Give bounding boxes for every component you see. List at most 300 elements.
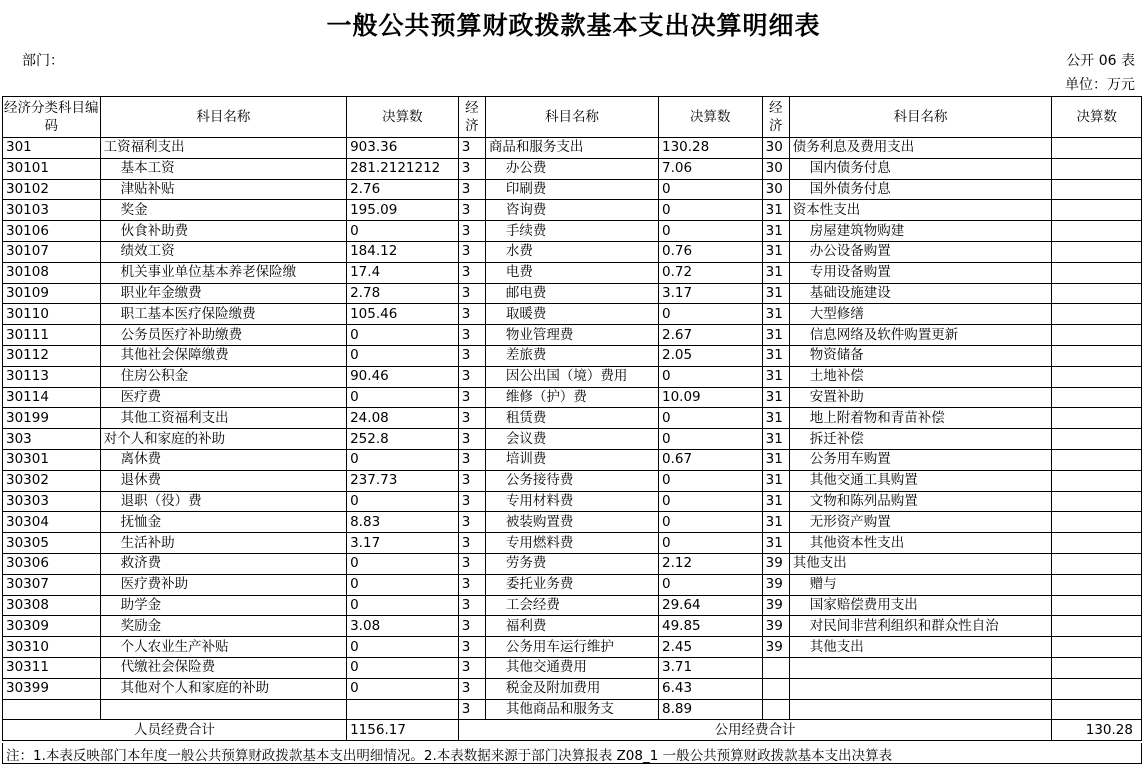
- personnel-code-cell: 30310: [3, 637, 101, 658]
- goods-amount-cell: 6.43: [658, 678, 762, 699]
- table-row: [3, 200, 1142, 221]
- expenditure-table: [2, 96, 1142, 741]
- other-name-cell: 国内债务付息: [789, 158, 1052, 179]
- personnel-code-cell: 303: [3, 429, 101, 450]
- goods-amount-cell: 49.85: [658, 616, 762, 637]
- personnel-amount-cell: 184.12: [347, 241, 459, 262]
- goods-name-cell: 福利费: [485, 616, 658, 637]
- table-row: [3, 574, 1142, 595]
- other-name-cell: 其他支出: [789, 553, 1052, 574]
- personnel-code-cell: 30306: [3, 553, 101, 574]
- table-row: [3, 512, 1142, 533]
- goods-name-cell: 公务接待费: [485, 470, 658, 491]
- table-row: [3, 429, 1142, 450]
- goods-code-cell: 3: [458, 699, 485, 720]
- table-row: [3, 678, 1142, 699]
- other-code-cell: [762, 678, 789, 699]
- personnel-name-cell: 离休费: [100, 449, 347, 470]
- goods-name-cell: 培训费: [485, 449, 658, 470]
- personnel-amount-cell: 0: [347, 345, 459, 366]
- goods-name-cell: 租赁费: [485, 408, 658, 429]
- other-amount-cell: [1052, 138, 1142, 159]
- personnel-amount-cell: 0: [347, 491, 459, 512]
- table-row: [3, 491, 1142, 512]
- goods-name-cell: 其他商品和服务支: [485, 699, 658, 720]
- personnel-name-cell: 医疗费: [100, 387, 347, 408]
- header-amount: 决算数: [1052, 97, 1142, 138]
- other-name-cell: 专用设备购置: [789, 262, 1052, 283]
- personnel-amount-cell: 105.46: [347, 304, 459, 325]
- other-code-cell: 39: [762, 574, 789, 595]
- personnel-code-cell: 30110: [3, 304, 101, 325]
- other-code-cell: 30: [762, 179, 789, 200]
- goods-name-cell: 邮电费: [485, 283, 658, 304]
- page-title: 一般公共预算财政拨款基本支出决算明细表: [326, 11, 821, 40]
- table-row: [3, 657, 1142, 678]
- personnel-name-cell: 其他对个人和家庭的补助: [100, 678, 347, 699]
- other-code-cell: 31: [762, 429, 789, 450]
- footnote: 注：1.本表反映部门本年度一般公共预算财政拨款基本支出明细情况。2.本表数据来源于部门决算报表 Z08_1 一般公共预算财政拨款基本支出决算表: [2, 743, 1142, 764]
- other-code-cell: 31: [762, 262, 789, 283]
- goods-code-cell: 3: [458, 470, 485, 491]
- header-name: 科目名称: [485, 97, 658, 138]
- personnel-name-cell: 机关事业单位基本养老保险缴: [100, 262, 347, 283]
- table-row: [3, 138, 1142, 159]
- other-amount-cell: [1052, 283, 1142, 304]
- other-name-cell: 房屋建筑物购建: [789, 221, 1052, 242]
- personnel-amount-cell: 2.78: [347, 283, 459, 304]
- goods-amount-cell: 29.64: [658, 595, 762, 616]
- other-code-cell: 39: [762, 637, 789, 658]
- header-amount: 决算数: [347, 97, 459, 138]
- table-row: [3, 616, 1142, 637]
- other-amount-cell: [1052, 678, 1142, 699]
- other-name-cell: 对民间非营利组织和群众性自治: [789, 616, 1052, 637]
- other-name-cell: 其他交通工具购置: [789, 470, 1052, 491]
- goods-name-cell: 物业管理费: [485, 325, 658, 346]
- goods-name-cell: 专用燃料费: [485, 533, 658, 554]
- other-amount-cell: [1052, 699, 1142, 720]
- table-row: [3, 179, 1142, 200]
- personnel-name-cell: 奖励金: [100, 616, 347, 637]
- personnel-code-cell: 30107: [3, 241, 101, 262]
- goods-code-cell: 3: [458, 512, 485, 533]
- goods-code-cell: 3: [458, 138, 485, 159]
- other-code-cell: 31: [762, 221, 789, 242]
- goods-amount-cell: 130.28: [658, 138, 762, 159]
- goods-amount-cell: 0.76: [658, 241, 762, 262]
- goods-amount-cell: 0: [658, 408, 762, 429]
- goods-amount-cell: 2.05: [658, 345, 762, 366]
- table-row: [3, 699, 1142, 720]
- personnel-code-cell: 30399: [3, 678, 101, 699]
- goods-amount-cell: 0.72: [658, 262, 762, 283]
- personnel-code-cell: 30102: [3, 179, 101, 200]
- personnel-amount-cell: 0: [347, 449, 459, 470]
- personnel-amount-cell: 0: [347, 637, 459, 658]
- goods-code-cell: 3: [458, 179, 485, 200]
- other-amount-cell: [1052, 345, 1142, 366]
- personnel-name-cell: 助学金: [100, 595, 347, 616]
- other-amount-cell: [1052, 221, 1142, 242]
- goods-code-cell: 3: [458, 533, 485, 554]
- header-name: 科目名称: [100, 97, 347, 138]
- personnel-code-cell: 30199: [3, 408, 101, 429]
- other-code-cell: [762, 699, 789, 720]
- personnel-name-cell: 住房公积金: [100, 366, 347, 387]
- goods-code-cell: 3: [458, 366, 485, 387]
- goods-code-cell: 3: [458, 325, 485, 346]
- other-code-cell: 31: [762, 533, 789, 554]
- personnel-code-cell: 30305: [3, 533, 101, 554]
- other-code-cell: 30: [762, 158, 789, 179]
- personnel-amount-cell: 237.73: [347, 470, 459, 491]
- goods-amount-cell: 2.12: [658, 553, 762, 574]
- other-name-cell: 国外债务付息: [789, 179, 1052, 200]
- goods-name-cell: 被装购置费: [485, 512, 658, 533]
- other-name-cell: 其他支出: [789, 637, 1052, 658]
- personnel-code-cell: 30114: [3, 387, 101, 408]
- personnel-code-cell: 30301: [3, 449, 101, 470]
- goods-amount-cell: 0: [658, 574, 762, 595]
- table-row: [3, 387, 1142, 408]
- goods-name-cell: 咨询费: [485, 200, 658, 221]
- goods-name-cell: 手续费: [485, 221, 658, 242]
- table-row: [3, 283, 1142, 304]
- other-amount-cell: [1052, 574, 1142, 595]
- table-row: [3, 637, 1142, 658]
- goods-name-cell: 委托业务费: [485, 574, 658, 595]
- goods-amount-cell: 0: [658, 533, 762, 554]
- goods-amount-cell: 0: [658, 512, 762, 533]
- other-code-cell: 31: [762, 408, 789, 429]
- personnel-code-cell: 30103: [3, 200, 101, 221]
- personnel-code-cell: 30303: [3, 491, 101, 512]
- goods-amount-cell: 8.89: [658, 699, 762, 720]
- other-code-cell: 39: [762, 595, 789, 616]
- other-code-cell: 31: [762, 387, 789, 408]
- other-amount-cell: [1052, 408, 1142, 429]
- goods-code-cell: 3: [458, 429, 485, 450]
- other-amount-cell: [1052, 241, 1142, 262]
- other-amount-cell: [1052, 366, 1142, 387]
- other-code-cell: 31: [762, 325, 789, 346]
- table-row: [3, 449, 1142, 470]
- goods-amount-cell: 0: [658, 179, 762, 200]
- personnel-name-cell: 代缴社会保险费: [100, 657, 347, 678]
- other-code-cell: 31: [762, 366, 789, 387]
- goods-code-cell: 3: [458, 221, 485, 242]
- personnel-code-cell: 30109: [3, 283, 101, 304]
- goods-code-cell: 3: [458, 387, 485, 408]
- public-total-value: 130.28: [1052, 720, 1142, 741]
- goods-name-cell: 维修（护）费: [485, 387, 658, 408]
- goods-name-cell: 取暖费: [485, 304, 658, 325]
- other-name-cell: [789, 657, 1052, 678]
- header-econ: 经济: [458, 97, 485, 138]
- other-code-cell: 31: [762, 470, 789, 491]
- other-amount-cell: [1052, 449, 1142, 470]
- totals-row: [3, 720, 1142, 741]
- personnel-code-cell: 30108: [3, 262, 101, 283]
- goods-amount-cell: 0: [658, 470, 762, 491]
- goods-amount-cell: 10.09: [658, 387, 762, 408]
- personnel-name-cell: 公务员医疗补助缴费: [100, 325, 347, 346]
- personnel-name-cell: 职工基本医疗保险缴费: [100, 304, 347, 325]
- personnel-amount-cell: 17.4: [347, 262, 459, 283]
- goods-code-cell: 3: [458, 304, 485, 325]
- other-amount-cell: [1052, 179, 1142, 200]
- personnel-code-cell: [3, 699, 101, 720]
- goods-code-cell: 3: [458, 637, 485, 658]
- other-amount-cell: [1052, 637, 1142, 658]
- other-amount-cell: [1052, 470, 1142, 491]
- goods-name-cell: 差旅费: [485, 345, 658, 366]
- goods-amount-cell: 0: [658, 221, 762, 242]
- personnel-name-cell: 其他社会保障缴费: [100, 345, 347, 366]
- goods-code-cell: 3: [458, 345, 485, 366]
- other-amount-cell: [1052, 387, 1142, 408]
- department-label: 部门：: [22, 53, 64, 69]
- personnel-amount-cell: 2.76: [347, 179, 459, 200]
- personnel-amount-cell: 3.17: [347, 533, 459, 554]
- personnel-code-cell: 30304: [3, 512, 101, 533]
- goods-amount-cell: 0: [658, 366, 762, 387]
- other-code-cell: [762, 657, 789, 678]
- other-code-cell: 31: [762, 200, 789, 221]
- header-econ: 经济: [762, 97, 789, 138]
- goods-code-cell: 3: [458, 449, 485, 470]
- other-amount-cell: [1052, 200, 1142, 221]
- table-row: [3, 241, 1142, 262]
- other-name-cell: 地上附着物和青苗补偿: [789, 408, 1052, 429]
- goods-name-cell: 因公出国（境）费用: [485, 366, 658, 387]
- personnel-amount-cell: 8.83: [347, 512, 459, 533]
- other-name-cell: 信息网络及软件购置更新: [789, 325, 1052, 346]
- goods-code-cell: 3: [458, 158, 485, 179]
- other-name-cell: 文物和陈列品购置: [789, 491, 1052, 512]
- table-header-row: [3, 97, 1142, 138]
- goods-code-cell: 3: [458, 553, 485, 574]
- goods-amount-cell: 3.71: [658, 657, 762, 678]
- goods-code-cell: 3: [458, 241, 485, 262]
- goods-name-cell: 劳务费: [485, 553, 658, 574]
- personnel-amount-cell: 90.46: [347, 366, 459, 387]
- other-name-cell: 无形资产购置: [789, 512, 1052, 533]
- goods-code-cell: 3: [458, 262, 485, 283]
- goods-name-cell: 印刷费: [485, 179, 658, 200]
- personnel-name-cell: 救济费: [100, 553, 347, 574]
- goods-amount-cell: 0: [658, 200, 762, 221]
- personnel-name-cell: 退休费: [100, 470, 347, 491]
- personnel-name-cell: 奖金: [100, 200, 347, 221]
- goods-amount-cell: 0: [658, 491, 762, 512]
- personnel-code-cell: 301: [3, 138, 101, 159]
- personnel-code-cell: 30309: [3, 616, 101, 637]
- personnel-amount-cell: 0: [347, 553, 459, 574]
- goods-name-cell: 其他交通费用: [485, 657, 658, 678]
- other-amount-cell: [1052, 325, 1142, 346]
- personnel-amount-cell: 0: [347, 595, 459, 616]
- goods-amount-cell: 0.67: [658, 449, 762, 470]
- goods-code-cell: 3: [458, 678, 485, 699]
- personnel-name-cell: 职业年金缴费: [100, 283, 347, 304]
- other-name-cell: 债务利息及费用支出: [789, 138, 1052, 159]
- goods-name-cell: 电费: [485, 262, 658, 283]
- other-code-cell: 31: [762, 512, 789, 533]
- other-name-cell: 其他资本性支出: [789, 533, 1052, 554]
- other-amount-cell: [1052, 553, 1142, 574]
- other-amount-cell: [1052, 429, 1142, 450]
- form-number: 公开 06 表: [1066, 53, 1135, 69]
- goods-code-cell: 3: [458, 283, 485, 304]
- goods-name-cell: 公务用车运行维护: [485, 637, 658, 658]
- other-name-cell: 资本性支出: [789, 200, 1052, 221]
- personnel-code-cell: 30112: [3, 345, 101, 366]
- other-amount-cell: [1052, 512, 1142, 533]
- goods-name-cell: 专用材料费: [485, 491, 658, 512]
- table-row: [3, 366, 1142, 387]
- other-name-cell: 安置补助: [789, 387, 1052, 408]
- other-code-cell: 31: [762, 449, 789, 470]
- other-code-cell: 31: [762, 304, 789, 325]
- personnel-amount-cell: 0: [347, 678, 459, 699]
- other-name-cell: 拆迁补偿: [789, 429, 1052, 450]
- personnel-amount-cell: 0: [347, 325, 459, 346]
- personnel-amount-cell: 0: [347, 221, 459, 242]
- table-row: [3, 158, 1142, 179]
- header-name: 科目名称: [789, 97, 1052, 138]
- table-row: [3, 262, 1142, 283]
- personnel-total-label: 人员经费合计: [3, 720, 347, 741]
- personnel-amount-cell: 281.2121212: [347, 158, 459, 179]
- personnel-name-cell: 绩效工资: [100, 241, 347, 262]
- other-name-cell: [789, 699, 1052, 720]
- personnel-amount-cell: 0: [347, 657, 459, 678]
- other-name-cell: 基础设施建设: [789, 283, 1052, 304]
- other-name-cell: 赠与: [789, 574, 1052, 595]
- table-row: [3, 408, 1142, 429]
- personnel-code-cell: 30111: [3, 325, 101, 346]
- other-amount-cell: [1052, 595, 1142, 616]
- goods-code-cell: 3: [458, 595, 485, 616]
- header-amount: 决算数: [658, 97, 762, 138]
- personnel-code-cell: 30308: [3, 595, 101, 616]
- header-code: 经济分类科目编码: [3, 97, 101, 138]
- other-amount-cell: [1052, 657, 1142, 678]
- goods-amount-cell: 2.67: [658, 325, 762, 346]
- other-code-cell: 31: [762, 241, 789, 262]
- personnel-name-cell: 个人农业生产补贴: [100, 637, 347, 658]
- goods-code-cell: 3: [458, 491, 485, 512]
- goods-code-cell: 3: [458, 574, 485, 595]
- other-code-cell: 39: [762, 553, 789, 574]
- goods-amount-cell: 0: [658, 304, 762, 325]
- personnel-amount-cell: 24.08: [347, 408, 459, 429]
- other-amount-cell: [1052, 262, 1142, 283]
- personnel-code-cell: 30307: [3, 574, 101, 595]
- personnel-name-cell: 退职（役）费: [100, 491, 347, 512]
- personnel-name-cell: [100, 699, 347, 720]
- unit-label: 单位：万元: [1065, 77, 1135, 93]
- personnel-code-cell: 30311: [3, 657, 101, 678]
- goods-amount-cell: 0: [658, 429, 762, 450]
- personnel-amount-cell: 252.8: [347, 429, 459, 450]
- public-total-label: 公用经费合计: [458, 720, 1052, 741]
- other-amount-cell: [1052, 616, 1142, 637]
- goods-code-cell: 3: [458, 408, 485, 429]
- goods-code-cell: 3: [458, 200, 485, 221]
- table-row: [3, 553, 1142, 574]
- other-amount-cell: [1052, 304, 1142, 325]
- other-amount-cell: [1052, 158, 1142, 179]
- other-name-cell: 土地补偿: [789, 366, 1052, 387]
- other-name-cell: 大型修缮: [789, 304, 1052, 325]
- personnel-name-cell: 津贴补贴: [100, 179, 347, 200]
- other-amount-cell: [1052, 533, 1142, 554]
- personnel-code-cell: 30302: [3, 470, 101, 491]
- goods-name-cell: 商品和服务支出: [485, 138, 658, 159]
- personnel-amount-cell: [347, 699, 459, 720]
- personnel-amount-cell: 903.36: [347, 138, 459, 159]
- table-row: [3, 221, 1142, 242]
- other-name-cell: 国家赔偿费用支出: [789, 595, 1052, 616]
- personnel-code-cell: 30106: [3, 221, 101, 242]
- other-amount-cell: [1052, 491, 1142, 512]
- table-row: [3, 533, 1142, 554]
- table-row: [3, 304, 1142, 325]
- personnel-total-value: 1156.17: [347, 720, 459, 741]
- other-name-cell: 办公设备购置: [789, 241, 1052, 262]
- other-code-cell: 30: [762, 138, 789, 159]
- other-code-cell: 31: [762, 283, 789, 304]
- goods-name-cell: 会议费: [485, 429, 658, 450]
- table-row: [3, 595, 1142, 616]
- other-name-cell: [789, 678, 1052, 699]
- other-code-cell: 31: [762, 345, 789, 366]
- other-code-cell: 39: [762, 616, 789, 637]
- personnel-name-cell: 对个人和家庭的补助: [100, 429, 347, 450]
- goods-amount-cell: 2.45: [658, 637, 762, 658]
- other-code-cell: 31: [762, 491, 789, 512]
- personnel-amount-cell: 3.08: [347, 616, 459, 637]
- table-row: [3, 345, 1142, 366]
- personnel-code-cell: 30113: [3, 366, 101, 387]
- goods-name-cell: 办公费: [485, 158, 658, 179]
- goods-amount-cell: 7.06: [658, 158, 762, 179]
- goods-code-cell: 3: [458, 616, 485, 637]
- personnel-amount-cell: 195.09: [347, 200, 459, 221]
- personnel-name-cell: 其他工资福利支出: [100, 408, 347, 429]
- personnel-name-cell: 抚恤金: [100, 512, 347, 533]
- goods-name-cell: 工会经费: [485, 595, 658, 616]
- personnel-name-cell: 医疗费补助: [100, 574, 347, 595]
- goods-name-cell: 水费: [485, 241, 658, 262]
- personnel-amount-cell: 0: [347, 574, 459, 595]
- table-row: [3, 470, 1142, 491]
- other-name-cell: 物资储备: [789, 345, 1052, 366]
- personnel-code-cell: 30101: [3, 158, 101, 179]
- personnel-name-cell: 基本工资: [100, 158, 347, 179]
- table-row: [3, 325, 1142, 346]
- goods-name-cell: 税金及附加费用: [485, 678, 658, 699]
- goods-amount-cell: 3.17: [658, 283, 762, 304]
- personnel-name-cell: 生活补助: [100, 533, 347, 554]
- personnel-name-cell: 伙食补助费: [100, 221, 347, 242]
- personnel-name-cell: 工资福利支出: [100, 138, 347, 159]
- personnel-amount-cell: 0: [347, 387, 459, 408]
- goods-code-cell: 3: [458, 657, 485, 678]
